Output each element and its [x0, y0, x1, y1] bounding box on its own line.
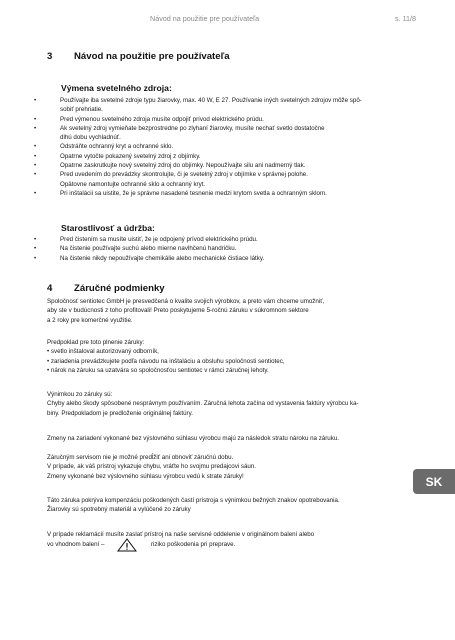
- section-4-heading: [47, 283, 165, 294]
- language-tab: SK: [413, 469, 455, 494]
- list-item: • Používajte iba svetelné zdroje typu žiarovky, max. 40 W, E 27. Používanie iných svetelných zdrojov môže spô- sobiť prehriatie.: [34, 96, 429, 115]
- section-4-title: Záručné podmienky: [74, 283, 165, 294]
- care-heading: Starostlivosť a údržba:: [61, 223, 155, 233]
- warranty-returns-line: vo vhodnom balení – riziko poškodenia pri preprave.: [47, 541, 236, 548]
- running-header: [0, 14, 455, 24]
- warranty-returns: V prípade reklamácií musíte zaslať prístroj na naše servisné oddelenie v originálnom balení alebo: [47, 531, 315, 538]
- section-3-number: 3: [47, 51, 53, 62]
- list-item: • Pred uvedením do prevádzky skontrolujte, či je svetelný zdroj v objímke v správnej polohe. Opätovne namontujte ochranné sklo a ochranný kryt.: [34, 170, 429, 189]
- header-title: Návod na použitie pre používateľa: [150, 14, 260, 23]
- warning-triangle-icon: [117, 538, 137, 552]
- warranty-changes: Zmeny na zariadení vykonané bez výslovného súhlasu výrobcu majú za následok stratu nároku na záruku.: [47, 435, 340, 442]
- care-list: [34, 235, 429, 263]
- list-item: • Odstráňte ochranný kryt a ochranné sklo.: [34, 142, 429, 151]
- list-item: • Pred čistením sa musíte uistiť, že je odpojený prívod elektrického prúdu.: [34, 235, 429, 244]
- light-source-heading: Výmena svetelného zdroja:: [61, 83, 172, 93]
- warranty-coverage: Táto záruka pokrýva kompenzáciu poškodených častí prístroja s výnimkou bežných znakov opotrebovania. Žiarovky sú spotrebný materiál a vylúčené zo záruky: [47, 497, 340, 514]
- list-item: • Pri inštalácii sa uistite, že je správne nasadené tesnenie medzi krytom svetla a ochranným sklom.: [34, 189, 429, 198]
- warranty-intro: Spoločnosť sentiotec GmbH je presvedčená o kvalite svojich výrobkov, a preto vám chceme umožniť, aby ste v budúcnosti z toho profitovali! Preto poskytujeme 5-ročnú záruku v súkromnom sektore a 2 roky pre komerčné využitie.: [47, 298, 325, 324]
- warranty-exclusions: Výnimkou zo záruky sú: Chyby alebo škody spôsobené nesprávnym používaním. Záručná lehota začína od vystavenia faktúry výrobcu ka- biny. Predpokladom je predloženie originálnej faktúry.: [47, 391, 359, 417]
- header-page-number: s. 11/8: [395, 14, 417, 23]
- list-item: • Pred výmenou svetelného zdroja musíte odpojiť prívod elektrického prúdu.: [34, 115, 429, 124]
- warranty-service: Záručným servisom nie je možné predĺžiť ani obnoviť záručnú dobu. V prípade, ak váš prístroj vykazuje chybu, vráťte ho svojmu predajcovi sáun. Zmeny vykonané bez výslovného súhlasu výrobcu vedú k strate záruky!: [47, 454, 257, 480]
- list-item: • Ak svetelný zdroj vymieňate bezprostredne po zlyhaní žiarovky, musíte nechať svetlo dostatočne dlhú dobu vychladnúť.: [34, 124, 429, 143]
- section-4-number: 4: [47, 283, 53, 294]
- warranty-prerequisites: Predpoklad pre toto plnenie záruky: • svetlo inštaloval autorizovaný odborník, • zariadenia prevádzkujete podľa návodu na inštaláciu a obsluhu spoločnosti sentiotec, • nárok na záruku sa uzatvára so spoločnosťou sentiotec v rámci záručnej lehoty.: [47, 339, 285, 374]
- list-item: • Na čistenie používajte suchú alebo mierne navlhčenú handričku.: [34, 244, 429, 253]
- light-source-list: [34, 96, 429, 198]
- section-3-heading: [47, 51, 230, 62]
- list-item: • Opatrne vytočte pokazený svetelný zdroj z objímky.: [34, 152, 429, 161]
- section-3-title: Návod na použitie pre používateľa: [74, 51, 230, 62]
- list-item: • Na čistenie nikdy nepoužívajte chemikálie alebo mechanické čistiace látky.: [34, 254, 429, 263]
- list-item: • Opatrne zaskrutkujte nový svetelný zdroj do objímky. Nepoužívajte silu ani nadmerný tlak.: [34, 161, 429, 170]
